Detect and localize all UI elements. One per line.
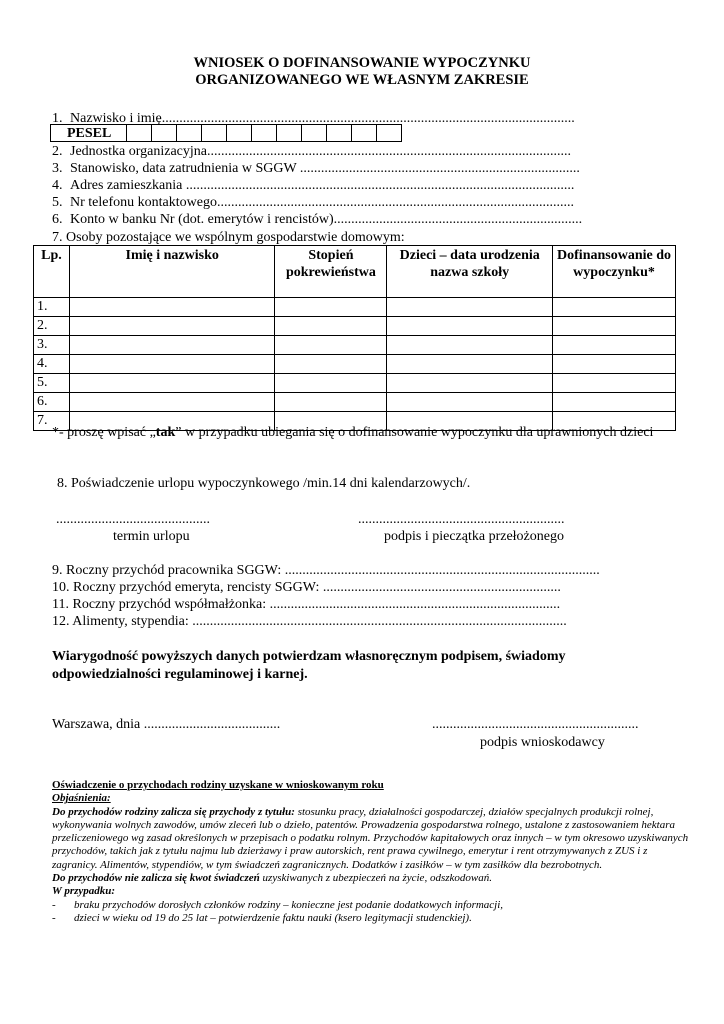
pesel-digit-box[interactable] bbox=[227, 125, 252, 142]
pesel-digit-box[interactable] bbox=[127, 125, 152, 142]
form-title-line-1: WNIOSEK O DOFINANSOWANIE WYPOCZYNKU bbox=[193, 55, 531, 71]
field-label: Jednostka organizacyjna........................................................................................................ bbox=[70, 144, 571, 159]
field-label: Adres zamieszkania ............................................................................................................... bbox=[70, 178, 575, 193]
notes-exclude-text: uzyskiwanych z ubezpieczeń na życie, odszkodowań. bbox=[259, 872, 492, 885]
cell-relation[interactable] bbox=[275, 317, 387, 336]
household-label: 7. Osoby pozostające we wspólnym gospodarstwie domowym: bbox=[52, 230, 405, 245]
table-header-row bbox=[34, 246, 676, 298]
cell-children[interactable] bbox=[387, 317, 553, 336]
dash-bullet: - bbox=[52, 898, 56, 911]
supervisor-sign-label: podpis i pieczątka przełożonego bbox=[384, 529, 564, 544]
cell-funding[interactable] bbox=[553, 374, 676, 393]
cell-children[interactable] bbox=[387, 374, 553, 393]
field-number: 4. bbox=[52, 178, 63, 193]
table-row bbox=[34, 355, 676, 374]
table-row bbox=[34, 336, 676, 355]
footnote-keyword: tak bbox=[155, 425, 176, 440]
notes-exclude-lead: Do przychodów nie zalicza się kwot świadczeń bbox=[52, 872, 260, 885]
cell-relation[interactable] bbox=[275, 374, 387, 393]
pesel-digit-box[interactable] bbox=[302, 125, 327, 142]
cell-relation[interactable] bbox=[275, 298, 387, 317]
row-number: 3. bbox=[34, 336, 70, 355]
notes-case-text: braku przychodów dorosłych członków rodziny – konieczne jest podanie dodatkowych informacji, bbox=[74, 898, 504, 911]
cell-name[interactable] bbox=[69, 355, 274, 374]
row-number: 7. bbox=[34, 412, 70, 431]
cell-name[interactable] bbox=[69, 374, 274, 393]
pesel-digit-box[interactable] bbox=[352, 125, 377, 142]
column-header-relation: Stopień pokrewieństwa bbox=[275, 246, 387, 298]
notes-income-text: stosunku pracy, działalności gospodarczej, działów specjalnych produkcji rolnej, wykonywania wolnych zawodów, umów zleceń lub o dzieło, patentów. Prowadzenia gospodarstwa rolnego, ustalone z zastosowaniem hektara przeliczeniowego wg zasad określonych w przepisach o podatku rolnym. Przychodów kapitałowych oraz innych – w tym okresowo uzyskiwanych przychodów, takich jak z tytułu najmu lub dzierżawy i praw autorskich, rent prawa cywilnego, emerytur i rent otrzymywanych z ZUS i z zagranicy. Alimentów, stypendiów, w tym świadczeń zagranicznych. Dodatków i zasiłków – w tym zasiłków dla bezrobotnych. bbox=[52, 805, 689, 871]
income-pensioner: 10. Roczny przychód emeryta, rencisty SGGW: .................................................................... bbox=[52, 580, 561, 595]
dash-bullet: - bbox=[52, 911, 56, 924]
cell-children[interactable] bbox=[387, 336, 553, 355]
pesel-label: PESEL bbox=[51, 125, 127, 142]
column-header-lp: Lp. bbox=[34, 246, 70, 298]
cell-funding[interactable] bbox=[553, 336, 676, 355]
cell-children[interactable] bbox=[387, 355, 553, 374]
cell-children[interactable] bbox=[387, 298, 553, 317]
leave-certification: 8. Poświadczenie urlopu wypoczynkowego /min.14 dni kalendarzowych/. bbox=[57, 476, 471, 491]
pesel-digit-box[interactable] bbox=[177, 125, 202, 142]
pesel-digit-box[interactable] bbox=[377, 125, 402, 142]
table-footnote bbox=[52, 424, 653, 441]
notes-case-item bbox=[52, 912, 692, 925]
income-spouse: 11. Roczny przychód współmałżonka: ................................................................................... bbox=[52, 597, 561, 612]
field-number: 2. bbox=[52, 144, 63, 159]
pesel-digit-box[interactable] bbox=[152, 125, 177, 142]
field-label: Konto w banku Nr (dot. emerytów i rencistów)....................................................................... bbox=[70, 212, 583, 227]
cell-funding[interactable] bbox=[553, 355, 676, 374]
field-label: Nazwisko i imię...................................................................................................................... bbox=[70, 111, 575, 126]
notes-subheading: Objaśnienia: bbox=[52, 792, 111, 805]
field-number: 3. bbox=[52, 161, 63, 176]
cell-children[interactable] bbox=[387, 393, 553, 412]
income-notes bbox=[52, 779, 692, 925]
pesel-digit-box[interactable] bbox=[327, 125, 352, 142]
row-number: 4. bbox=[34, 355, 70, 374]
cell-name[interactable] bbox=[69, 317, 274, 336]
column-header-funding: Dofinansowanie do wypoczynku* bbox=[553, 246, 676, 298]
cell-relation[interactable] bbox=[275, 355, 387, 374]
leave-term-label: termin urlopu bbox=[113, 529, 190, 544]
pesel-digit-box[interactable] bbox=[252, 125, 277, 142]
cell-name[interactable] bbox=[69, 336, 274, 355]
field-label: Stanowisko, data zatrudnienia w SGGW ................................................................................ bbox=[70, 161, 580, 176]
income-employee: 9. Roczny przychód pracownika SGGW: .......................................................................................... bbox=[52, 563, 600, 578]
field-unit bbox=[52, 143, 571, 160]
row-number: 5. bbox=[34, 374, 70, 393]
household-table bbox=[33, 245, 676, 431]
cell-funding[interactable] bbox=[553, 393, 676, 412]
pesel-boxes[interactable] bbox=[50, 124, 402, 142]
field-position bbox=[52, 160, 580, 177]
declaration-statement: Wiarygodność powyższych danych potwierdzam własnoręcznym podpisem, świadomy odpowiedzialności regulaminowej i karnej. bbox=[52, 649, 566, 682]
applicant-sign-label: podpis wnioskodawcy bbox=[480, 735, 605, 750]
cell-funding[interactable] bbox=[553, 298, 676, 317]
supervisor-sign-dots[interactable]: ........................................................... bbox=[358, 512, 565, 527]
pesel-digit-box[interactable] bbox=[277, 125, 302, 142]
table-row bbox=[34, 317, 676, 336]
field-address bbox=[52, 177, 574, 194]
field-number: 5. bbox=[52, 195, 63, 210]
footnote-text: ” w przypadku ubiegania się o dofinansowanie wypoczynku dla uprawnionych dzieci bbox=[175, 425, 654, 440]
notes-case-label: W przypadku: bbox=[52, 885, 116, 898]
field-number: 1. bbox=[52, 111, 63, 126]
row-number: 6. bbox=[34, 393, 70, 412]
pesel-digit-box[interactable] bbox=[202, 125, 227, 142]
cell-name[interactable] bbox=[69, 393, 274, 412]
field-phone bbox=[52, 194, 574, 211]
applicant-sign-dots[interactable]: ........................................................... bbox=[432, 717, 639, 732]
cell-relation[interactable] bbox=[275, 336, 387, 355]
cell-funding[interactable] bbox=[553, 317, 676, 336]
footnote-text: *- proszę wpisać „ bbox=[52, 425, 156, 440]
income-alimony: 12. Alimenty, stypendia: ........................................................................................................... bbox=[52, 614, 567, 629]
field-number: 6. bbox=[52, 212, 63, 227]
table-row bbox=[34, 393, 676, 412]
row-number: 1. bbox=[34, 298, 70, 317]
row-number: 2. bbox=[34, 317, 70, 336]
field-bank-account bbox=[52, 211, 582, 228]
notes-case-text: dzieci w wieku od 19 do 25 lat – potwierdzenie faktu nauki (ksero legitymacji studenckiej). bbox=[74, 911, 472, 924]
cell-name[interactable] bbox=[69, 298, 274, 317]
place-date[interactable]: Warszawa, dnia ....................................... bbox=[52, 717, 281, 732]
notes-exclude-paragraph bbox=[52, 872, 692, 885]
table-row bbox=[34, 374, 676, 393]
notes-case-item bbox=[52, 899, 692, 912]
notes-income-lead: Do przychodów rodziny zalicza się przychody z tytułu: bbox=[52, 805, 295, 818]
notes-heading: Oświadczenie o przychodach rodziny uzyskane w wnioskowanym roku bbox=[52, 779, 384, 791]
notes-income-paragraph bbox=[52, 806, 692, 872]
leave-term-dots[interactable]: ............................................ bbox=[56, 512, 210, 527]
cell-relation[interactable] bbox=[275, 393, 387, 412]
table-row bbox=[34, 298, 676, 317]
column-header-children: Dzieci – data urodzenia nazwa szkoły bbox=[387, 246, 553, 298]
column-header-name: Imię i nazwisko bbox=[69, 246, 274, 298]
field-label: Nr telefonu kontaktowego...................................................................................................... bbox=[70, 195, 574, 210]
form-title-line-2: ORGANIZOWANEGO WE WŁASNYM ZAKRESIE bbox=[195, 72, 529, 88]
